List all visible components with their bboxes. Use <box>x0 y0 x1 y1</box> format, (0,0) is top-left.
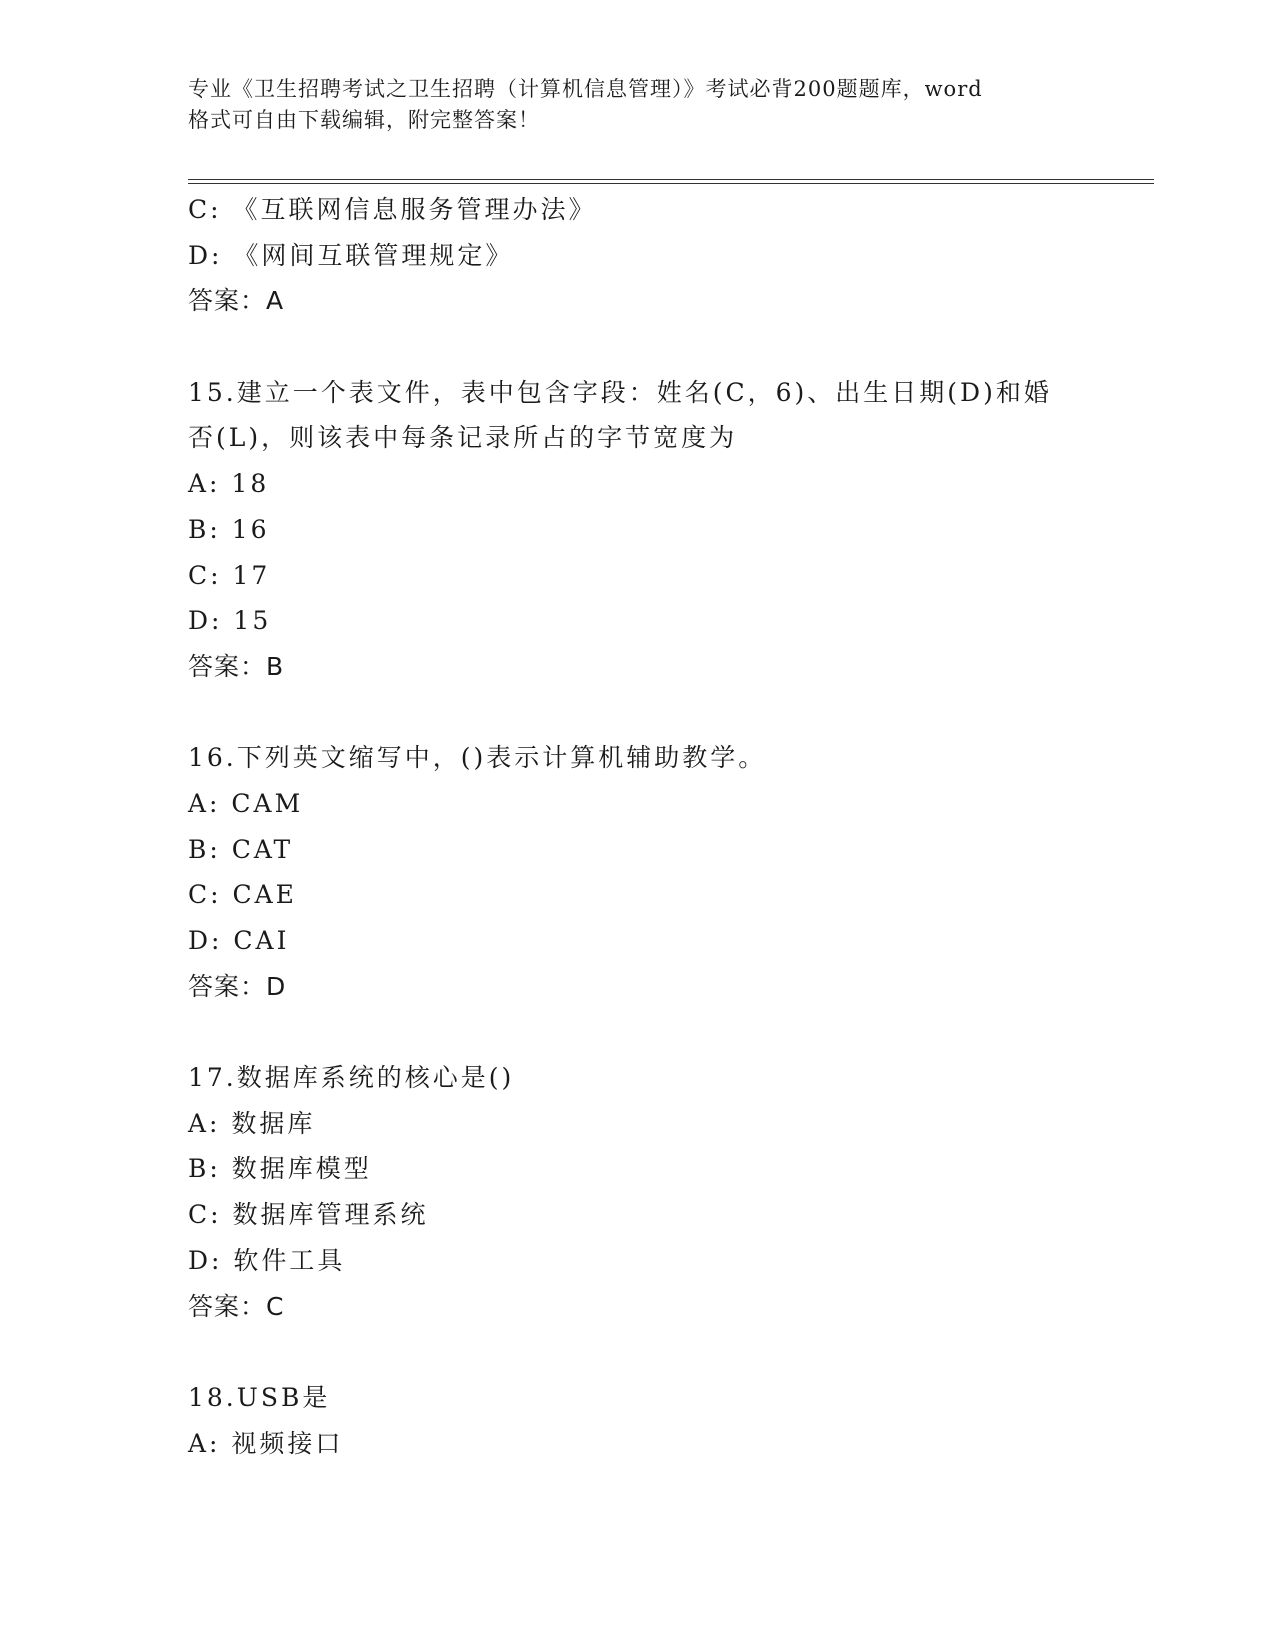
header-line-1: 专业《卫生招聘考试之卫生招聘（计算机信息管理）》考试必背200题题库，word <box>188 77 983 101</box>
header-divider-bottom <box>188 183 1154 184</box>
question-stem: 15.建立一个表文件，表中包含字段：姓名(C，6)、出生日期(D)和婚 <box>188 377 1052 407</box>
question-18 <box>188 1375 1108 1466</box>
option-a: A: CAM <box>188 788 304 818</box>
answer-line: 答案：D <box>188 971 287 1001</box>
question-14-continued <box>188 187 1108 324</box>
option-c: C: 《互联网信息服务管理办法》 <box>188 195 597 224</box>
question-16 <box>188 735 1108 1009</box>
question-stem-continued: 否(L)，则该表中每条记录所占的字节宽度为 <box>188 423 738 453</box>
answer-line: 答案：C <box>188 1291 285 1321</box>
option-c: C: 17 <box>188 560 271 590</box>
question-stem: 17.数据库系统的核心是() <box>188 1063 515 1093</box>
option-a: A: 视频接口 <box>188 1428 344 1458</box>
option-c: C: 数据库管理系统 <box>188 1200 429 1230</box>
spacer <box>188 1009 1108 1055</box>
option-c: C: CAE <box>188 880 297 910</box>
header-divider-top <box>188 179 1154 180</box>
option-a: A: 数据库 <box>188 1108 316 1138</box>
question-17 <box>188 1055 1108 1329</box>
document-header <box>188 74 1088 136</box>
answer-line: 答案：A <box>188 286 285 316</box>
option-a: A: 18 <box>188 469 270 499</box>
question-stem: 16.下列英文缩写中，()表示计算机辅助教学。 <box>188 743 767 773</box>
spacer <box>188 324 1108 370</box>
option-d: D: 软件工具 <box>188 1245 346 1275</box>
option-b: B: CAT <box>188 834 294 864</box>
question-15 <box>188 370 1108 690</box>
question-stem: 18.USB是 <box>188 1382 331 1412</box>
answer-line: 答案：B <box>188 651 285 681</box>
spacer <box>188 1329 1108 1375</box>
option-d: D: 15 <box>188 606 272 636</box>
spacer <box>188 690 1108 736</box>
question-list <box>188 187 1108 1466</box>
option-b: B: 数据库模型 <box>188 1154 372 1184</box>
option-d: D: 《网间互联管理规定》 <box>188 240 514 270</box>
header-line-2: 格式可自由下载编辑，附完整答案！ <box>188 108 540 132</box>
option-d: D: CAI <box>188 926 290 955</box>
option-b: B: 16 <box>188 514 270 544</box>
